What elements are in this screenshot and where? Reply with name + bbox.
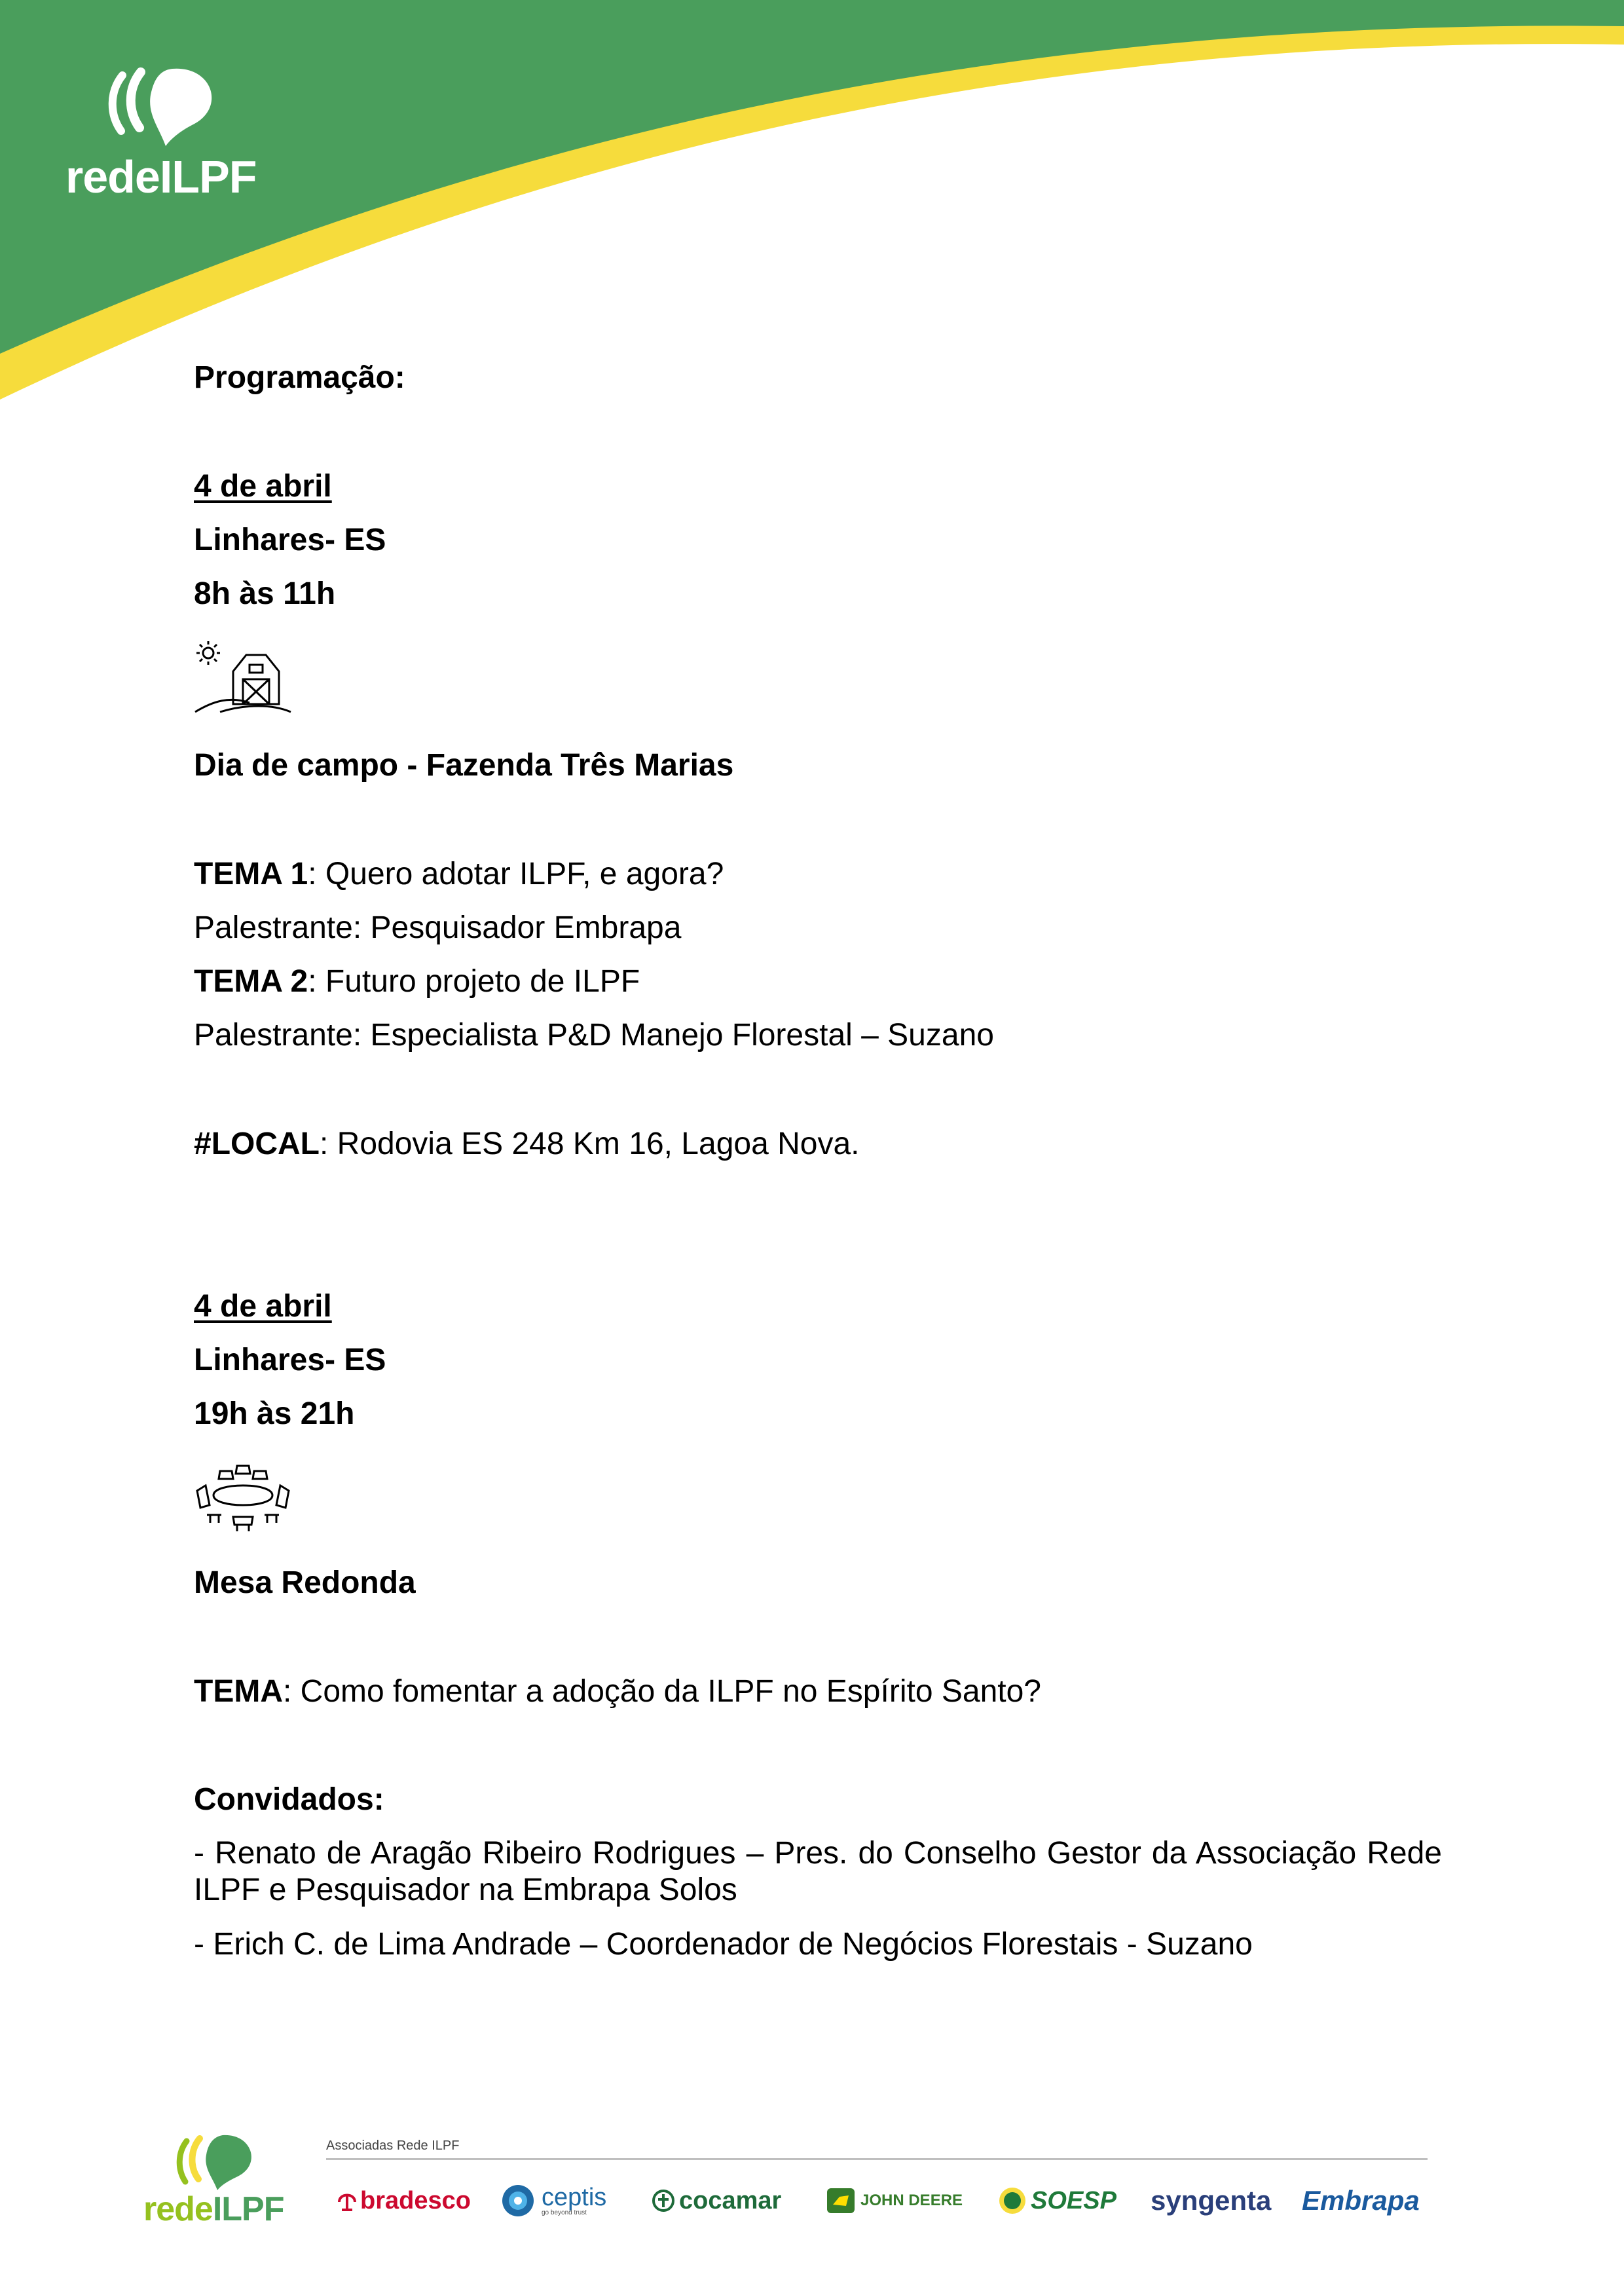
event2-tema [194, 1673, 1041, 1710]
logo-mark-icon [62, 62, 259, 147]
event1-tema2 [194, 963, 640, 1000]
guests-heading: Convidados: [194, 1782, 384, 1817]
event2-date: 4 de abril [194, 1289, 332, 1324]
partner-cocamar: cocamar [652, 2181, 781, 2220]
barn-icon [194, 639, 292, 714]
event1-local [194, 1126, 860, 1163]
local-label: #LOCAL [194, 1127, 320, 1161]
deer-icon [826, 2188, 855, 2214]
partner-syngenta: syngenta [1151, 2185, 1272, 2216]
event1-city: Linhares- ES [194, 523, 386, 557]
cocamar-leaf-icon [652, 2189, 675, 2212]
event1-speaker1: Palestrante: Pesquisador Embrapa [194, 910, 682, 945]
associates-divider [326, 2158, 1428, 2160]
associates-label: Associadas Rede ILPF [326, 2138, 460, 2153]
tema-text: : Como fomentar a adoção da ILPF no Espírito Santo? [282, 1674, 1041, 1709]
tema1-text: : Quero adotar ILPF, e agora? [308, 857, 724, 891]
tema2-text: : Futuro projeto de ILPF [308, 964, 640, 999]
tema-label: TEMA [194, 1674, 283, 1709]
guest-item: - Erich C. de Lima Andrade – Coordenador de Negócios Florestais - Suzano [194, 1927, 1253, 1962]
event2-city: Linhares- ES [194, 1343, 386, 1377]
tema1-label: TEMA 1 [194, 857, 308, 891]
event1-tema1 [194, 856, 724, 893]
event2-title: Mesa Redonda [194, 1565, 416, 1600]
partner-ceptis: ceptis go beyond trust [500, 2181, 606, 2220]
redeilpf-logo [62, 62, 259, 206]
event1-title: Dia de campo - Fazenda Três Marias [194, 748, 734, 783]
partner-soesp: SOESP [997, 2181, 1116, 2220]
partner-embrapa: Embrapa [1302, 2185, 1420, 2216]
logo-mark-icon [141, 2132, 285, 2191]
tema2-label: TEMA 2 [194, 964, 308, 999]
soesp-icon [997, 2185, 1028, 2216]
guest-item: - Renato de Aragão Ribeiro Rodrigues – Pres. do Conselho Gestor da Associação Rede ILPF e Pesquisador na Embrapa Solos [194, 1836, 1442, 1907]
footer-logo-wordmark: redeILPF [143, 2190, 284, 2228]
logo-wordmark: redeILPF [65, 151, 257, 202]
footer-redeilpf-logo [141, 2132, 285, 2230]
partner-john-deere: JOHN DEERE [826, 2181, 963, 2220]
event1-time: 8h às 11h [194, 576, 336, 611]
ceptis-circle-icon [500, 2182, 536, 2219]
partner-bradesco: bradesco [334, 2181, 471, 2220]
bradesco-tree-icon [334, 2188, 360, 2214]
event1-date: 4 de abril [194, 469, 332, 504]
event1-speaker2: Palestrante: Especialista P&D Manejo Florestal – Suzano [194, 1018, 994, 1053]
round-table-icon [194, 1459, 292, 1535]
event2-time: 19h às 21h [194, 1396, 355, 1431]
page-heading: Programação: [194, 360, 405, 395]
local-text: : Rodovia ES 248 Km 16, Lagoa Nova. [320, 1127, 860, 1161]
